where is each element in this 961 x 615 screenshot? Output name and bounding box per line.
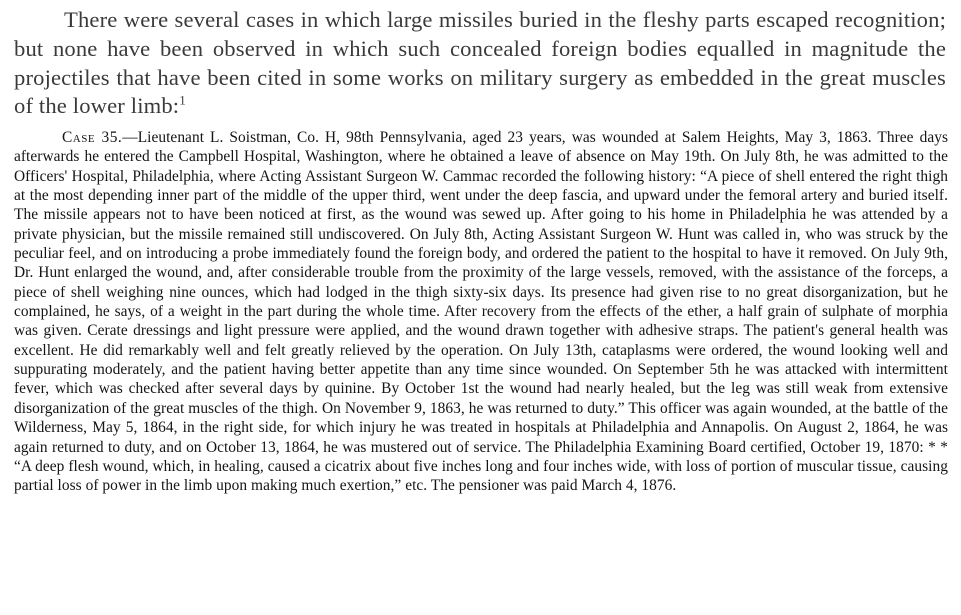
cut-off-next-line: [0, 609, 961, 615]
case-body: —Lieutenant L. Soistman, Co. H, 98th Pennsylvania, aged 23 years, was wounded at Salem Heights, May 3, 1863. Three days afterwards he entered the Campbell Hospital, Washington, where he obtained a leave of absence on May 19th. On July 8th, he was admitted to the Officers' Hospital, Philadelphia, where Acting Assistant Surgeon W. Cammac recorded the following history: “A piece of shell entered the right thigh at the most depending inner part of the middle of the upper third, went under the deep fascia, and upward under the femoral artery and buried itself. The missile appears not to have been noticed at first, as the wound was sewed up. After going to his home in Philadelphia he was attended by a private physician, but the missile remained still undiscovered. On July 8th, Acting Assistant Surgeon W. Hunt was called in, who was struck by the peculiar feel, and on introducing a probe immediately found the foreign body, and ordered the patient to the hospital to have it removed. On July 9th, Dr. Hunt enlarged the wound, and, after considerable trouble from the proximity of the large vessels, removed, with the assistance of the forceps, a piece of shell weighing nine ounces, which had lodged in the thigh sixty-six days. Its presence had given rise to no great disorganization, but he complained, he says, of a weight in the part during the whole time. After recovery from the effects of the ether, a half grain of sulphate of morphia was given. Cerate dressings and light pressure were applied, and the wound drawn together with adhesive straps. The patient's general health was excellent. He did remarkably well and felt greatly relieved by the operation. On July 13th, cataplasms were ordered, the wound looking well and suppurating moderately, and the patient having better appetite than any time since wounded. On September 5th he was attacked with intermittent fever, which was checked after several days by quinine. By October 1st the wound had nearly healed, but the leg was still weak from extensive disorganization of the great muscles of the thigh. On November 9, 1863, he was returned to duty.” This officer was again wounded, at the battle of the Wilderness, May 5, 1864, in the right side, for which injury he was treated in hospitals at Philadelphia and Annapolis. On August 2, 1864, he was again returned to duty, and on October 13, 1864, he was mustered out of service. The Philadelphia Examining Board certified, October 19, 1870: * * “A deep flesh wound, which, in healing, caused a cicatrix about five inches long and four inches wide, with loss of portion of muscular tissue, causing partial loss of power in the limb upon making much exertion,” etc. The pensioner was paid March 4, 1876.: [14, 129, 948, 495]
intro-paragraph: [14, 6, 946, 121]
footnote-marker: 1: [179, 92, 186, 108]
case-label: Case 35.: [62, 129, 123, 146]
case-paragraph: [14, 128, 948, 496]
intro-text: There were several cases in which large missiles buried in the fleshy parts escaped recognition; but none have been observed in which such concealed foreign bodies equalled in magnitude the projectiles that have been cited in some works on military surgery as embedded in the great muscles of the lower limb:: [14, 7, 946, 119]
